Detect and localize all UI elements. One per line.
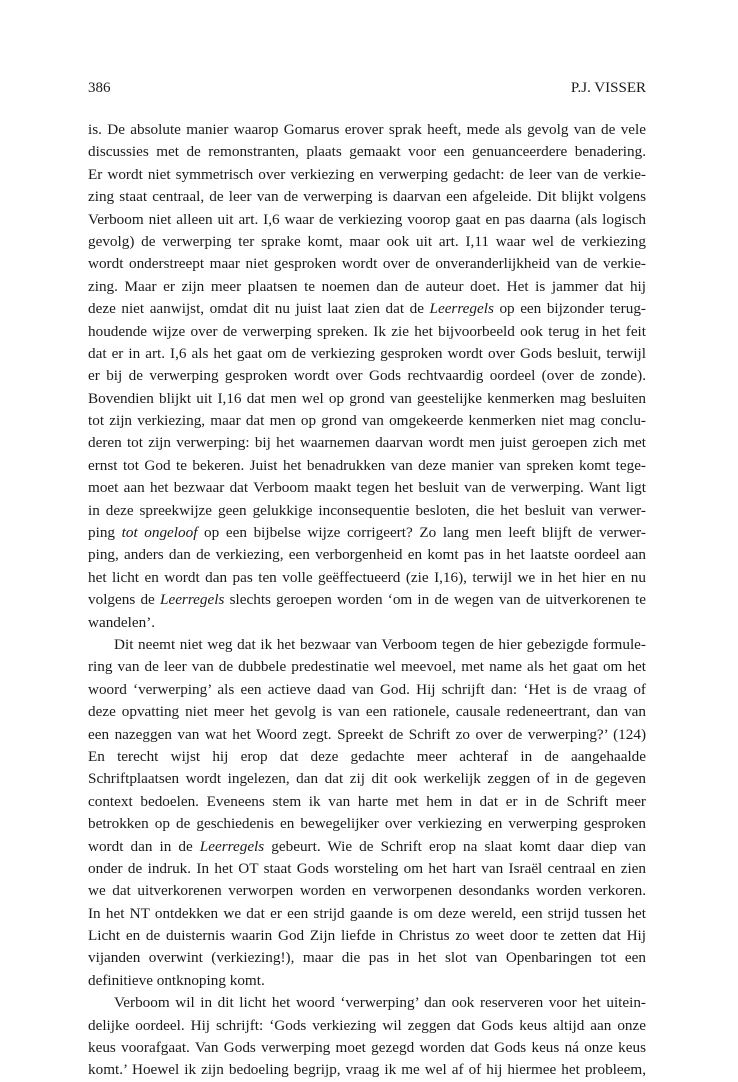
text-segment: zing. Maar er zijn meer plaatsen te noemen dan de auteur doet. Het is jammer dat hij: [88, 277, 646, 295]
text-segment: Licht en de duisternis waarin God Zijn liefde in Christus zo weet door te zetten dat Hij: [88, 927, 646, 945]
text-segment: deze niet aanwijst, omdat dit nu juist laat zien dat de: [88, 300, 430, 318]
text-line: [88, 612, 646, 634]
text-segment: we dat uitverkorenen verworpen worden en verworpenen desondanks worden verkoren.: [88, 882, 646, 900]
text-segment: ping: [88, 524, 122, 542]
running-header: [88, 78, 646, 98]
text-segment: gebeurt. Wie de Schrift erop na slaat komt daar diep van: [264, 837, 646, 855]
text-line: [88, 276, 646, 298]
text-segment: ping, anders dan de verkiezing, een verborgenheid en komt pas in het laatste oordeel aan: [88, 546, 646, 564]
text-segment: keus voorafgaat. Van Gods verwerping moet gezegd worden dat Gods keus ná onze keus: [88, 1039, 646, 1057]
text-line: [88, 209, 646, 231]
text-line: [88, 589, 646, 611]
text-segment: Bovendien blijkt uit I,16 dat men wel op grond van geestelijke kenmerken mag besluiten: [88, 389, 646, 407]
text-line: [88, 567, 646, 589]
text-line: [88, 432, 646, 454]
text-segment: wandelen’.: [88, 613, 156, 631]
text-segment: deze opvatting niet meer het gevolg is van een rationele, causale redeneertrant, dan van: [88, 703, 646, 721]
text-line: [88, 186, 646, 208]
italic-text: tot ongeloof: [121, 524, 198, 542]
text-segment: gevolg) de verwerping ter sprake komt, maar ook uit art. I,11 waar wel de verkiezing: [88, 232, 646, 250]
text-segment: het licht en wordt dan pas ten volle geëffectueerd (zie I,16), terwijl we in het hier en nu: [88, 568, 646, 586]
paragraph: [88, 634, 646, 992]
text-segment: betrokken op de geschiedenis en bewegelijker over verkiezing en verwerping gesproken: [88, 815, 646, 833]
text-line: [88, 455, 646, 477]
text-line: [88, 925, 646, 947]
text-segment: tot zijn verkiezing, maar dat men op grond van omgekeerde kenmerken niet mag conclu-: [88, 412, 646, 430]
text-segment: discussies met de remonstranten, plaats gemaakt voor een genuanceerdere benadering.: [88, 143, 646, 161]
running-head-author: P.J. VISSER: [570, 80, 646, 96]
text-line: [88, 634, 646, 656]
text-segment: volgens de: [88, 591, 160, 609]
italic-text: Leerregels: [160, 591, 225, 609]
text-line: [88, 858, 646, 880]
text-line: [88, 903, 646, 925]
text-segment: Verboom niet alleen uit art. I,6 waar de verkiezing voorop gaat en pas daarna (als logisch: [88, 210, 646, 228]
text-line: [88, 813, 646, 835]
text-line: [88, 365, 646, 387]
text-segment: ring van de leer van de dubbele predestinatie wel meevoel, met name als het gaat om het: [88, 658, 646, 676]
italic-text: Leerregels: [429, 300, 494, 318]
text-line: [88, 231, 646, 253]
text-line: [88, 1059, 646, 1081]
text-segment: op een bijbelse wijze corrigeert? Zo lang men leeft blijft de verwer-: [197, 524, 646, 542]
text-segment: Er wordt niet symmetrisch over verkiezing en verwerping gedacht: de leer van de verkie-: [88, 165, 646, 183]
text-segment: er bij de verwerping gesproken wordt over Gods rechtvaardig oordeel (over de zonde).: [88, 367, 646, 385]
text-line: [88, 253, 646, 275]
text-line: [88, 880, 646, 902]
text-segment: wordt dan in de: [88, 837, 200, 855]
body-text: [88, 119, 646, 1082]
page-number: 386: [88, 80, 111, 96]
text-line: [88, 701, 646, 723]
text-segment: In het NT ontdekken we dat er een strijd gaande is om deze wereld, een strijd tussen het: [88, 904, 646, 922]
text-line: [88, 679, 646, 701]
text-line: [88, 746, 646, 768]
text-line: [88, 388, 646, 410]
text-segment: komt.’ Hoewel ik zijn bedoeling begrijp, vraag ik me wel af of hij hiermee het probleem,: [88, 1061, 646, 1079]
text-line: [88, 1037, 646, 1059]
text-line: [88, 522, 646, 544]
text-segment: En terecht wijst hij erop dat deze gedachte meer achteraf in de aangehaalde: [88, 747, 646, 765]
text-segment: Dit neemt niet weg dat ik het bezwaar van Verboom tegen de hier gebezigde formule-: [114, 635, 646, 653]
text-segment: moet aan het bezwaar dat Verboom maakt tegen het besluit van de verwerping. Want ligt: [88, 479, 646, 497]
text-line: [88, 836, 646, 858]
text-segment: wordt onderstreept maar niet gesproken wordt over de onveranderlijkheid van de verkie-: [88, 255, 646, 273]
text-segment: ernst tot God te bekeren. Juist het benadrukken van deze manier van spreken komt tege-: [88, 456, 646, 474]
text-line: [88, 656, 646, 678]
text-segment: delijke oordeel. Hij schrijft: ‘Gods verkiezing wil zeggen dat Gods keus altijd aan onze: [88, 1016, 646, 1034]
text-line: [88, 724, 646, 746]
paragraph: [88, 119, 646, 634]
text-segment: dat er in art. I,6 als het gaat om de verkiezing gesproken wordt over Gods besluit, terwijl: [88, 344, 646, 362]
text-line: [88, 410, 646, 432]
text-segment: houdende wijze over de verwerping spreken. Ik zie het bijvoorbeeld ook terug in het feit: [88, 322, 646, 340]
text-segment: een nazeggen van wat het Woord zegt. Spreekt de Schrift zo over de verwerping?’ (124): [88, 725, 646, 743]
text-line: [88, 947, 646, 969]
text-segment: op een bijzonder terug-: [493, 300, 646, 318]
text-line: [88, 321, 646, 343]
text-segment: Schriftplaatsen wordt ingelezen, dan dat zij dit ook werkelijk zeggen of in de gegeven: [88, 770, 646, 788]
text-segment: vijanden overwint (verkiezing!), maar die pas in het slot van Openbaringen tot een: [88, 949, 646, 967]
text-line: [88, 768, 646, 790]
text-line: [88, 141, 646, 163]
text-segment: Verboom wil in dit licht het woord ‘verwerping’ dan ook reserveren voor het uitein-: [114, 994, 646, 1012]
text-segment: in deze spreekwijze geen gelukkige inconsequentie besloten, die het besluit van verwer-: [88, 501, 646, 519]
text-line: [88, 164, 646, 186]
text-segment: woord ‘verwerping’ als een actieve daad van God. Hij schrijft dan: ‘Het is de vraag of: [88, 680, 646, 698]
text-line: [88, 500, 646, 522]
text-segment: zing staat centraal, de leer van de verwerping is daarvan een afgeleide. Dit blijkt volgens: [88, 188, 646, 206]
text-line: [88, 992, 646, 1014]
text-line: [88, 343, 646, 365]
text-segment: slechts geroepen worden ‘om in de wegen van de uitverkorenen te: [224, 591, 646, 609]
text-segment: deren tot zijn verwerping: bij het waarnemen daarvan wordt men juist geroepen zich met: [88, 434, 646, 452]
text-line: [88, 970, 646, 992]
text-segment: context bedoelen. Eveneens stem ik van harte met hem in dat er in de Schrift meer: [88, 792, 646, 810]
paragraph: [88, 992, 646, 1082]
text-line: [88, 477, 646, 499]
text-line: [88, 298, 646, 320]
italic-text: Leerregels: [199, 837, 265, 855]
page: [88, 78, 646, 1082]
text-line: [88, 119, 646, 141]
text-segment: onder de indruk. In het OT staat Gods worsteling om het hart van Israël centraal en zien: [88, 859, 646, 877]
text-segment: definitieve ontknoping komt.: [88, 971, 265, 989]
text-line: [88, 791, 646, 813]
text-line: [88, 1015, 646, 1037]
text-line: [88, 544, 646, 566]
text-segment: is. De absolute manier waarop Gomarus erover sprak heeft, mede als gevolg van de vele: [88, 121, 646, 138]
